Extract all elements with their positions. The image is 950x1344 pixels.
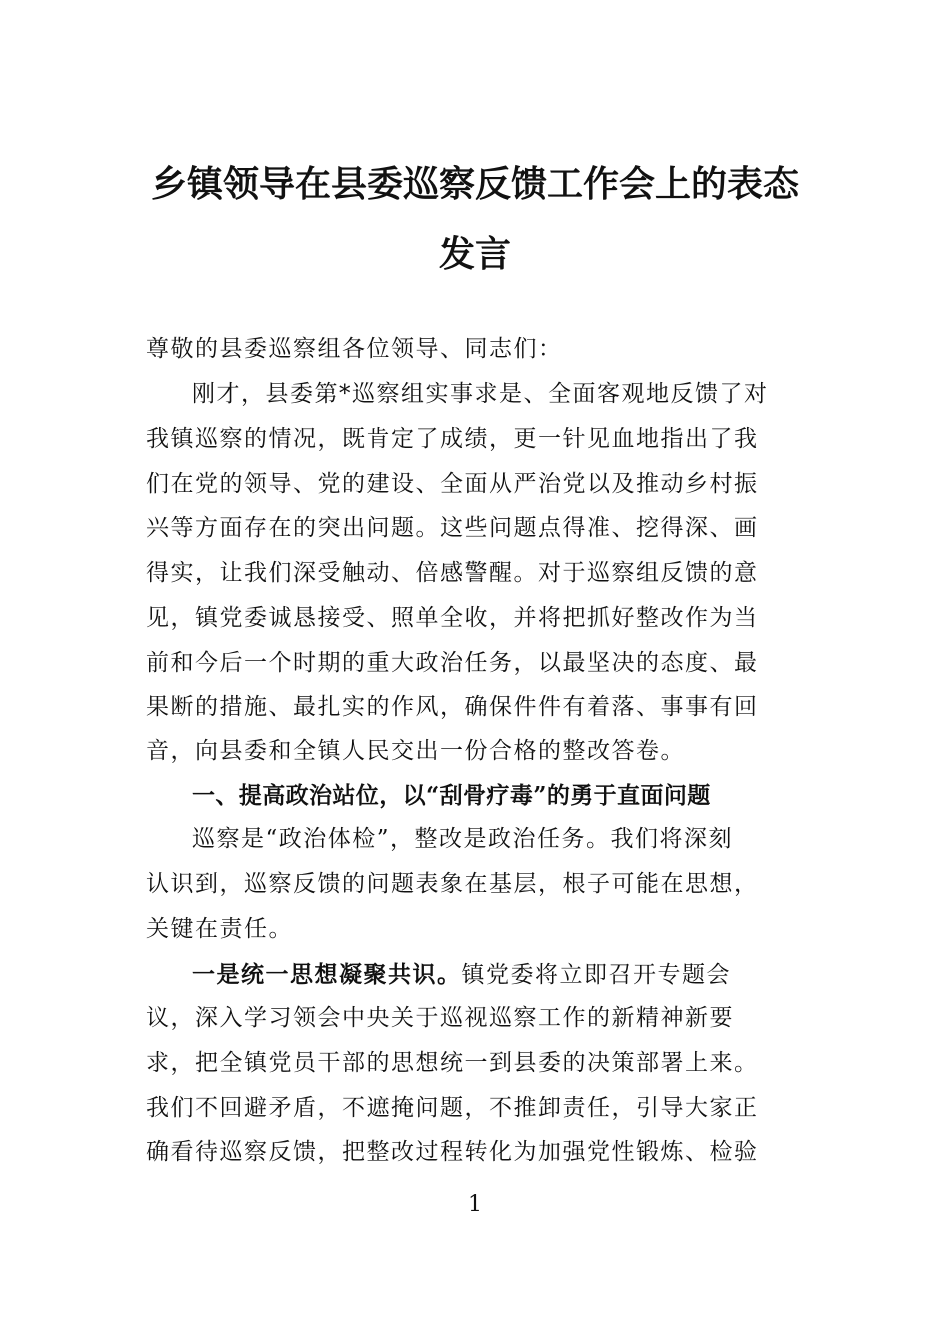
paragraph-1-line: 见，镇党委诚恳接受、照单全收，并将把抓好整改作为当 bbox=[146, 605, 759, 631]
paragraph-1-line: 果断的措施、最扎实的作风，确保件件有着落、事事有回 bbox=[146, 694, 759, 720]
salutation: 尊敬的县委巡察组各位领导、同志们： bbox=[146, 336, 563, 362]
paragraph-1-line: 得实，让我们深受触动、倍感警醒。对于巡察组反馈的意 bbox=[146, 560, 759, 586]
section-heading-1: 一、提高政治站位，以“刮骨疗毒”的勇于直面问题 bbox=[192, 782, 711, 809]
paragraph-2-line: 巡察是“政治体检”，整改是政治任务。我们将深刻 bbox=[192, 826, 734, 852]
paragraph-1-line: 兴等方面存在的突出问题。这些问题点得准、挖得深、画 bbox=[146, 515, 759, 541]
page-number: 1 bbox=[468, 1192, 482, 1217]
paragraph-3-first-rest: 镇党委将立即召开专题会 bbox=[461, 962, 731, 988]
paragraph-3-line: 我们不回避矛盾，不遮掩问题，不推卸责任，引导大家正 bbox=[146, 1095, 759, 1121]
document-title-line-2: 发言 bbox=[438, 233, 511, 275]
paragraph-3-line: 确看待巡察反馈，把整改过程转化为加强党性锻炼、检验 bbox=[146, 1139, 759, 1165]
paragraph-3-lead: 一是统一思想凝聚共识。 bbox=[192, 961, 462, 988]
paragraph-1-line: 音，向县委和全镇人民交出一份合格的整改答卷。 bbox=[146, 738, 685, 764]
paragraph-2-line: 认识到，巡察反馈的问题表象在基层，根子可能在思想， bbox=[146, 871, 759, 897]
paragraph-1-line: 刚才，县委第*巡察组实事求是、全面客观地反馈了对 bbox=[192, 381, 769, 407]
paragraph-1-line: 我镇巡察的情况，既肯定了成绩，更一针见血地指出了我 bbox=[146, 426, 759, 452]
paragraph-3-line: 议，深入学习领会中央关于巡视巡察工作的新精神新要 bbox=[146, 1005, 734, 1031]
paragraph-2-line: 关键在责任。 bbox=[146, 916, 293, 942]
document-title-line-1: 乡镇领导在县委巡察反馈工作会上的表态 bbox=[150, 163, 799, 205]
paragraph-3-line: 求，把全镇党员干部的思想统一到县委的决策部署上来。 bbox=[146, 1050, 759, 1076]
paragraph-1-line: 们在党的领导、党的建设、全面从严治党以及推动乡村振 bbox=[146, 471, 759, 497]
paragraph-1-line: 前和今后一个时期的重大政治任务，以最坚决的态度、最 bbox=[146, 650, 759, 676]
paragraph-3-first-line bbox=[192, 963, 731, 987]
